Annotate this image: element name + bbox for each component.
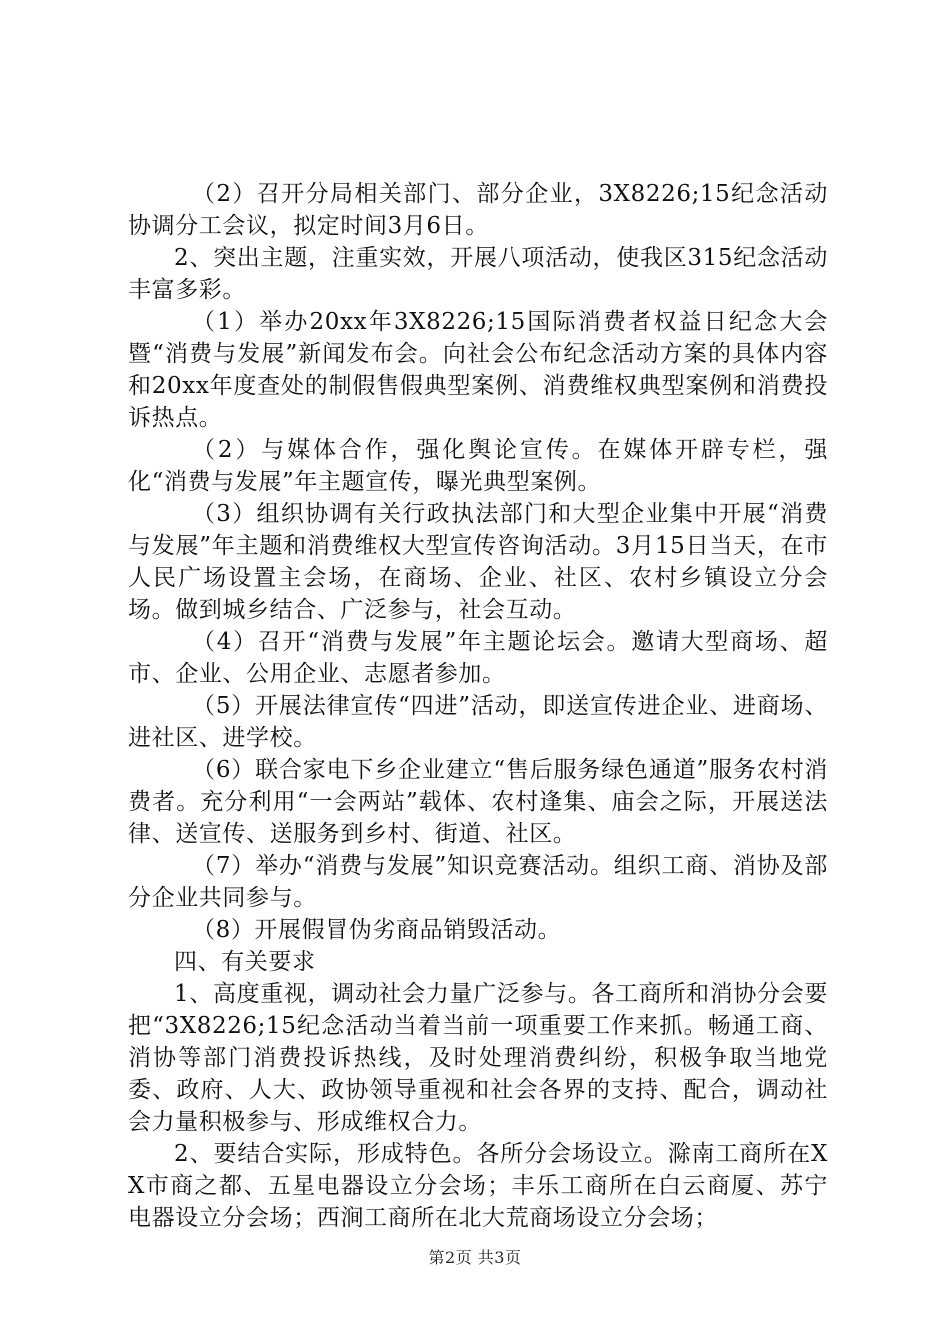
paragraph: （4）召开“消费与发展”年主题论坛会。邀请大型商场、超市、企业、公用企业、志愿者参加。 xyxy=(128,629,828,687)
page-footer xyxy=(0,1245,950,1268)
paragraph: （2）与媒体合作，强化舆论宣传。在媒体开辟专栏，强化“消费与发展”年主题宣传，曝光典型案例。 xyxy=(128,437,828,495)
paragraph: 2、要结合实际，形成特色。各所分会场设立。滁南工商所在XX市商之都、五星电器设立分会场；丰乐工商所在白云商厦、苏宁电器设立分会场；西涧工商所在北大荒商场设立分会场； xyxy=(128,1141,828,1231)
paragraph: （6）联合家电下乡企业建立“售后服务绿色通道”服务农村消费者。充分利用“一会两站”载体、农村逢集、庙会之际，开展送法律、送宣传、送服务到乡村、街道、社区。 xyxy=(128,757,828,847)
paragraph: （8）开展假冒伪劣商品销毁活动。 xyxy=(192,917,562,943)
paragraph: （7）举办“消费与发展”知识竞赛活动。组织工商、消协及部分企业共同参与。 xyxy=(128,853,828,911)
document-body xyxy=(128,178,828,1234)
paragraph: （5）开展法律宣传“四进”活动，即送宣传进企业、进商场、进社区、进学校。 xyxy=(128,693,828,751)
page-number-label: 第2页 共3页 xyxy=(428,1248,522,1267)
paragraph: （3）组织协调有关行政执法部门和大型企业集中开展“消费与发展”年主题和消费维权大型宣传咨询活动。3月15日当天，在市人民广场设置主会场，在商场、企业、社区、农村乡镇设立分会场。做到城乡结合、广泛参与，社会互动。 xyxy=(128,501,828,623)
section-heading: 四、有关要求 xyxy=(174,949,316,975)
paragraph: （2）召开分局相关部门、部分企业，3X8226;15纪念活动协调分工会议，拟定时间3月6日。 xyxy=(128,181,828,239)
paragraph: （1）举办20xx年3X8226;15国际消费者权益日纪念大会暨“消费与发展”新闻发布会。向社会公布纪念活动方案的具体内容和20xx年度查处的制假售假典型案例、消费维权典型案例和消费投诉热点。 xyxy=(128,309,828,431)
paragraph: 2、突出主题，注重实效，开展八项活动，使我区315纪念活动丰富多彩。 xyxy=(128,245,828,303)
paragraph: 1、高度重视，调动社会力量广泛参与。各工商所和消协分会要把“3X8226;15纪念活动当着当前一项重要工作来抓。畅通工商、消协等部门消费投诉热线，及时处理消费纠纷，积极争取当地党委、政府、人大、政协领导重视和社会各界的支持、配合，调动社会力量积极参与、形成维权合力。 xyxy=(128,981,828,1135)
